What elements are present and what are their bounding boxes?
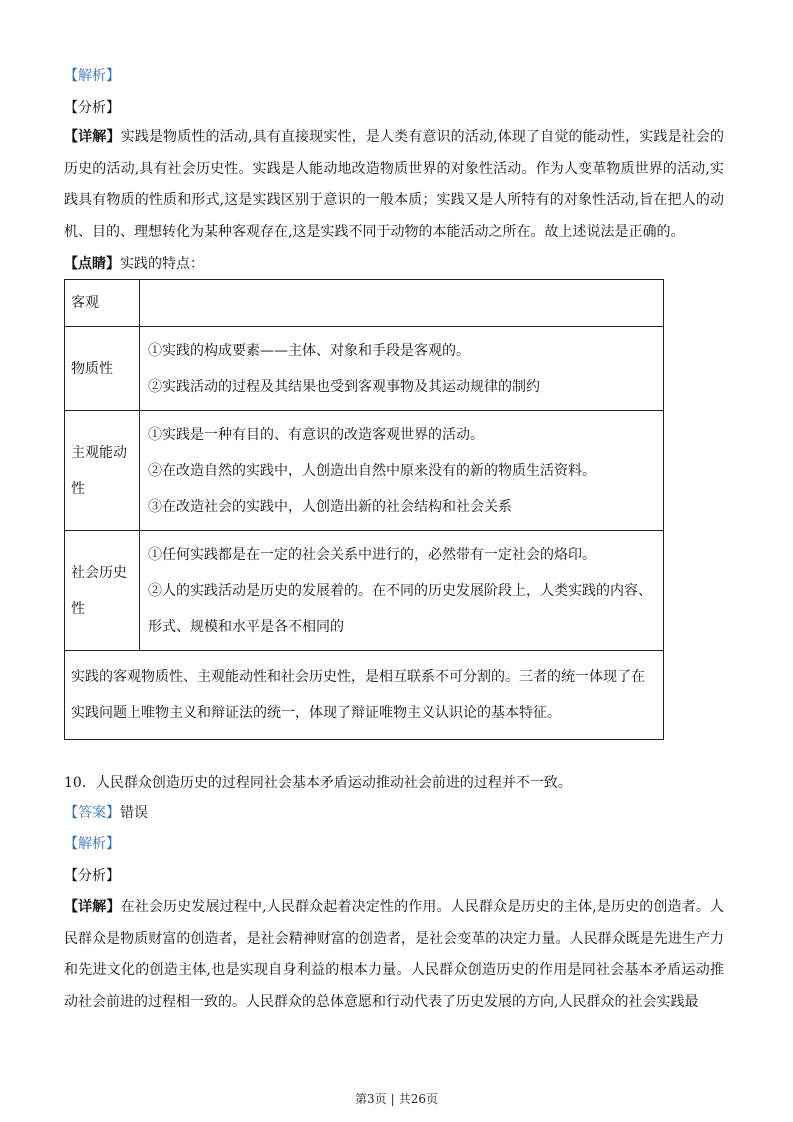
q10-xiangjie-tag: 【详解】 bbox=[64, 899, 121, 915]
q10-xiangjie-text: 在社会历史发展过程中,人民群众起着决定性的作用。人民群众是历史的主体,是历史的创造者。人民群众是物质财富的创造者，是社会精神财富的创造者，是社会变革的决定力量。人民群众既是先进生产力和先进文化的创造主体,也是实现自身利益的根本力量。人民群众创造历史的作用是同社会基本矛盾运动推动社会前进的过程相一致的。人民群众的总体意愿和行动代表了历史发展的方向,人民群众的社会实践最 bbox=[64, 899, 724, 1010]
row-content bbox=[140, 280, 664, 327]
row-content bbox=[140, 531, 664, 651]
row-label: 社会历史性 bbox=[65, 531, 140, 651]
table-row bbox=[65, 280, 664, 327]
row-label: 物质性 bbox=[65, 327, 140, 411]
content-line: ①任何实践都是在一定的社会关系中进行的，必然带有一定社会的烙印。 bbox=[148, 546, 596, 563]
question-10-title: 10．人民群众创造历史的过程同社会基本矛盾运动推动社会前进的过程并不一致。 bbox=[64, 775, 572, 791]
content-line: ②实践活动的过程及其结果也受到客观事物及其运动规律的制约 bbox=[148, 378, 540, 395]
row-content bbox=[140, 411, 664, 531]
footer-separator: | bbox=[390, 1092, 395, 1106]
page-footer bbox=[0, 1090, 793, 1107]
table-row bbox=[65, 327, 664, 411]
total-pages: 共26页 bbox=[398, 1092, 438, 1106]
row-label: 客观 bbox=[65, 280, 140, 327]
answer-line bbox=[64, 803, 725, 823]
table-summary bbox=[65, 651, 664, 740]
practice-features-table bbox=[64, 279, 664, 740]
dianjing-line bbox=[64, 254, 725, 274]
xiangjie-text: 实践是物质性的活动,具有直接现实性，是人类有意识的活动,体现了自觉的能动性，实践是社会的历史的活动,具有社会历史性。实践是人能动地改造物质世界的对象性活动。作为人变革物质世界的活动,实践具有物质的性质和形式,这是实践区别于意识的一般本质；实践又是人所特有的对象性活动,旨在把人的动机、目的、理想转化为某种客观存在,这是实践不同于动物的本能活动之所在。故上述说法是正确的。 bbox=[64, 129, 724, 240]
content-line: ③在改造社会的实践中，人创造出新的社会结构和社会关系 bbox=[148, 498, 512, 515]
row-label: 主观能动性 bbox=[65, 411, 140, 531]
q10-jiexi-heading: 【解析】 bbox=[64, 836, 120, 852]
table-row bbox=[65, 531, 664, 651]
content-line: ①实践是一种有目的、有意识的改造客观世界的活动。 bbox=[148, 426, 484, 443]
answer-tag: 【答案】 bbox=[64, 805, 120, 821]
summary-text: 实践的客观物质性、主观能动性和社会历史性，是相互联系不可分割的。三者的统一体现了在实践问题上唯物主义和辩证法的统一，体现了辩证唯物主义认识论的基本特征。 bbox=[71, 669, 645, 721]
answer-value: 错误 bbox=[120, 805, 148, 821]
xiangjie-paragraph bbox=[64, 122, 724, 248]
jiexi-heading: 【解析】 bbox=[64, 68, 120, 84]
table-row bbox=[65, 651, 664, 740]
dianjing-tag: 【点睛】 bbox=[64, 256, 120, 272]
xiangjie-tag: 【详解】 bbox=[64, 129, 121, 145]
q10-fenxi-heading: 【分析】 bbox=[64, 868, 120, 884]
content-line: ①实践的构成要素——主体、对象和手段是客观的。 bbox=[148, 342, 470, 359]
fenxi-heading: 【分析】 bbox=[64, 100, 120, 116]
content-line: ②在改造自然的实践中，人创造出自然中原来没有的新的物质生活资料。 bbox=[148, 462, 596, 479]
row-content bbox=[140, 327, 664, 411]
page-number: 第3页 bbox=[355, 1092, 387, 1106]
content-line: ②人的实践活动是历史的发展着的。在不同的历史发展阶段上，人类实践的内容、形式、规模和水平是各不相同的 bbox=[148, 582, 652, 635]
table-row bbox=[65, 411, 664, 531]
dianjing-text: 实践的特点： bbox=[120, 256, 204, 272]
q10-xiangjie-paragraph bbox=[64, 892, 724, 1018]
